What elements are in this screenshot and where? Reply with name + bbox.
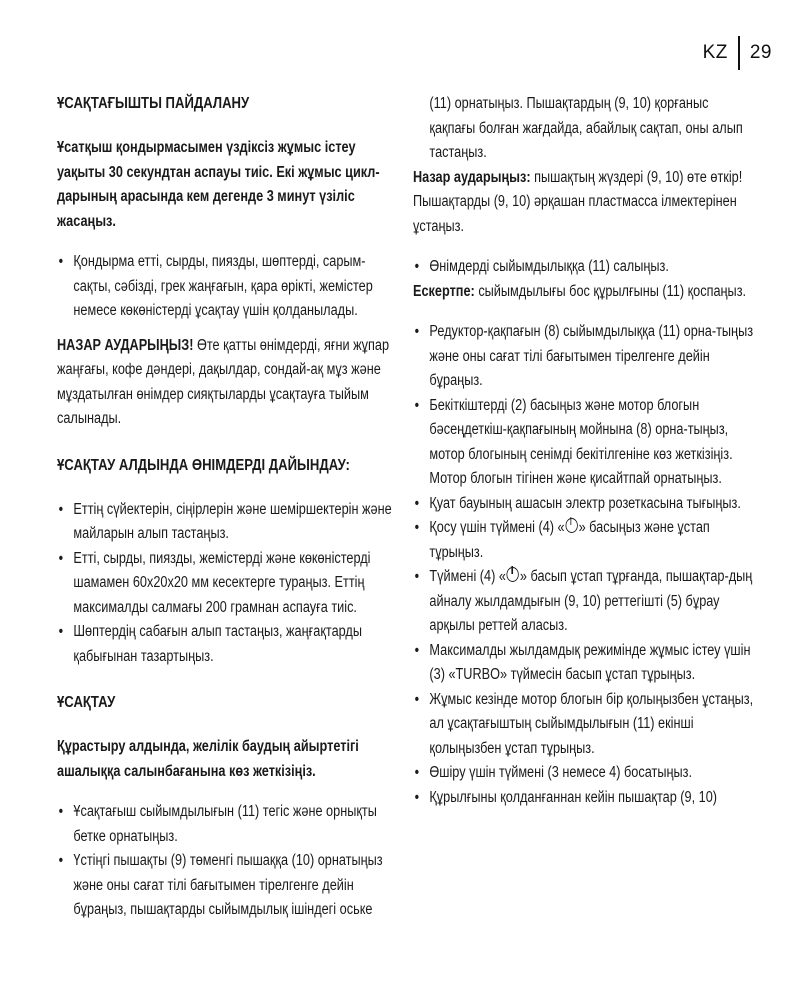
- note-text: пышақтың жүздері (9, 10) өте өткір! Пышақтарды (9, 10) әрқашан пластмасса ілмектерінен ұстаңыз.: [413, 168, 743, 235]
- usage-list: [57, 250, 397, 324]
- note-text: сыйымдылығы бос құрылғыны (11) қоспаңыз.: [478, 282, 747, 300]
- attention-paragraph: [57, 334, 397, 432]
- list-item: • Ұсақтағыш сыйымдылығын (11) тегіс және орнықты бетке орнатыңыз.: [57, 800, 397, 849]
- list-item: • Бекіткіштерді (2) басыңыз және мотор блогын бәсеңдеткіш-қақпағының мойнына (8) орна-тыңыз, мотор блогының сенімді бекітілгеніне көз жеткізіңіз. Мотор блогын тігінен және қисайтпай орнатыңыз.: [413, 394, 753, 492]
- left-column: [57, 92, 397, 923]
- list-item: • Өшіру үшін түймені (3 немесе 4) босатыңыз.: [413, 761, 753, 786]
- note-label: Ескертпе:: [413, 282, 475, 300]
- note-label: Назар аударыңыз:: [413, 168, 531, 186]
- speed-instruction-post: » басып ұстап тұрғанда, пышақтар-дың айналу жылдамдығын (9, 10) реттегішті (5) бұрау арқылы реттей аласыз.: [429, 568, 753, 634]
- list-item: • Қондырма етті, сырды, пиязды, шөптерді, сарым-сақты, сәбізді, грек жаңғағын, қара өрікті, жемістер немесе көкөністерді ұсақтау үшін қолданылады.: [57, 250, 397, 324]
- power-icon: [565, 518, 577, 533]
- power-instruction-pre: Қосу үшін түймені (4) «: [429, 519, 565, 536]
- list-item: [413, 516, 753, 565]
- list-item: [413, 565, 753, 639]
- heading-usage: ҰСАҚТАҒЫШТЫ ПАЙДАЛАНУ: [57, 95, 250, 112]
- power-icon: [507, 567, 519, 582]
- list-item: • Қуат бауының ашасын электр розеткасына тығыңыз.: [413, 492, 753, 517]
- list-item: • Үстіңгі пышақты (9) төменгі пышаққа (10) орнатыңыз және оны сағат тілі бағытымен тірелгенге дейін бұраңыз, пышақтарды сыйымдылық ішіндегі оське: [57, 849, 397, 923]
- speed-instruction-pre: Түймені (4) «: [429, 568, 506, 585]
- operation-time-warning: Ұсатқыш қондырмасымен үздіксіз жұмыс істеу уақыты 30 секундтан аспауы тиіс. Екі жұмыс цикл-дарының арасында кем дегенде 3 минут үзіліс жасаңыз.: [57, 139, 380, 230]
- list-item: • Өнімдерді сыйымдылыққа (11) салыңыз.: [413, 255, 753, 280]
- list-item: • Редуктор-қақпағын (8) сыйымдылыққа (11) орна-тыңыз және оны сағат тілі бағытымен тірелгенге дейін бұраңыз.: [413, 320, 753, 394]
- preparation-list: [57, 498, 397, 670]
- assembly-list: [57, 800, 397, 923]
- list-item: • Етті, сырды, пиязды, жемістерді және көкөністерді шамамен 60х20х20 мм кесектерге тураңыз. Еттің максималды салмағы 200 грамнан аспауға тиіс.: [57, 547, 397, 621]
- page-number: 29: [749, 42, 772, 63]
- list-item: • Құрылғыны қолданғаннан кейін пышақтар (9, 10): [413, 786, 753, 811]
- operation-list: [413, 320, 753, 810]
- list-item: • Жұмыс кезінде мотор блогын бір қолыңызбен ұстаңыз, ал ұсақтағыштың сыйымдылығын (11) екінші қолыңызбен ұстап тұрыңыз.: [413, 688, 753, 762]
- continuation-text: (11) орнатыңыз. Пышақтардың (9, 10) қорғаныс қақпағы болған жағдайда, абайлық сақтап, оны алып тастаңыз.: [429, 95, 743, 161]
- language-code: KZ: [702, 42, 728, 63]
- list-item: • Шөптердің сабағын алып тастаңыз, жаңғақтарды қабығынан тазартыңыз.: [57, 620, 397, 669]
- plug-warning: Құрастыру алдында, желілік баудың айыртетігі ашалыққа салынбағанына көз жеткізіңіз.: [57, 738, 359, 780]
- attention-text: Өте қатты өнімдерді, яғни жұпар жаңғағы, кофе дәндері, дақылдар, сондай-ақ мұз және мұздатылған өнімдер сияқтыларды ұсақтауға тыйым салынады.: [57, 336, 390, 427]
- sharp-blade-note: [413, 166, 753, 240]
- heading-preparation: ҰСАҚТАУ АЛДЫНДА ӨНІМДЕРДІ ДАЙЫНДАУ:: [57, 456, 350, 474]
- heading-chopping: ҰСАҚТАУ: [57, 694, 116, 711]
- products-list: [413, 255, 753, 280]
- page-header: [703, 36, 772, 70]
- empty-container-note: [413, 280, 753, 305]
- power-instruction-post: » басыңыз және ұстап тұрыңыз.: [429, 519, 710, 561]
- list-item: • Еттің сүйектерін, сіңірлерін және шеміршектерін және майларын алып тастаңыз.: [57, 498, 397, 547]
- list-item: • Максималды жылдамдық режимінде жұмыс істеу үшін (3) «TURBO» түймесін басып ұстап тұрыңыз.: [413, 639, 753, 688]
- right-column: [413, 92, 753, 810]
- attention-label: НАЗАР АУДАРЫҢЫЗ!: [57, 336, 194, 354]
